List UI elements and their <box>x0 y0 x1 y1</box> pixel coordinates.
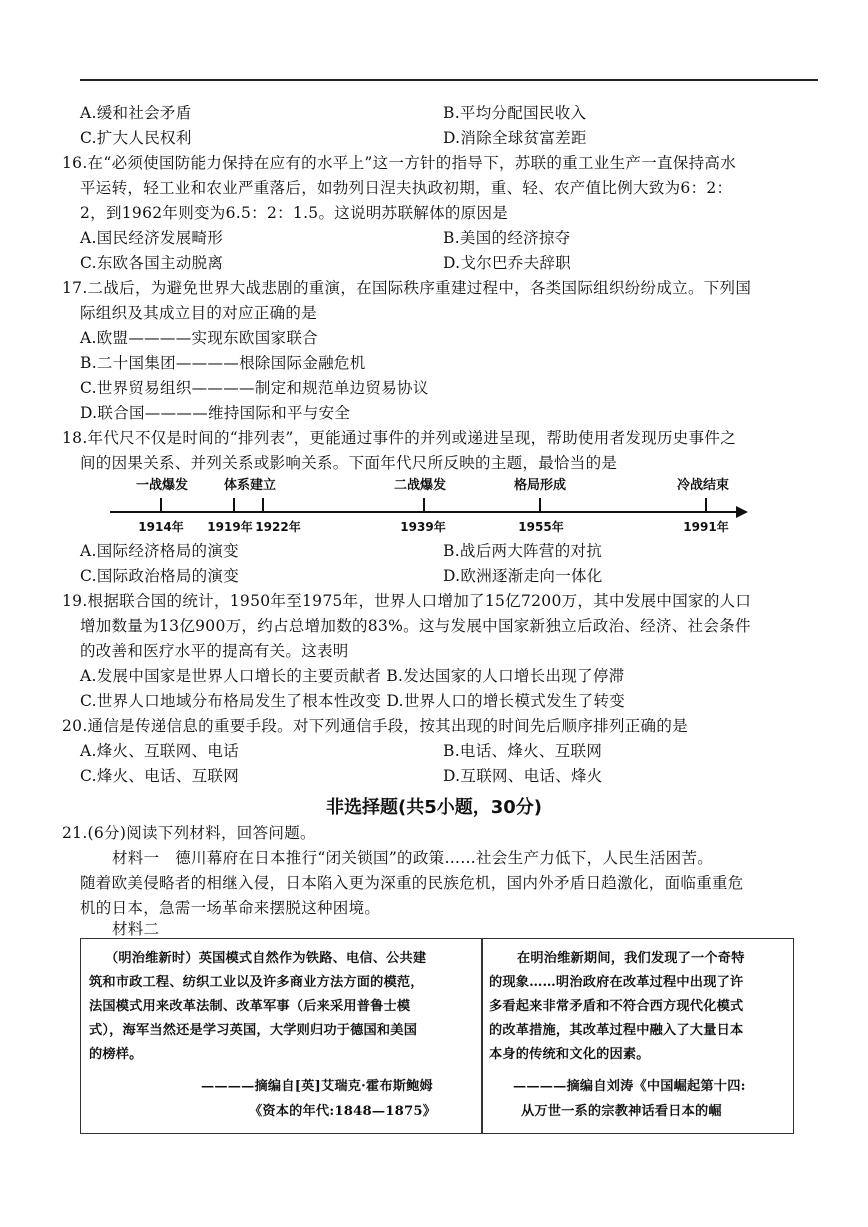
q17-option-a[interactable]: A.欧盟————实现东欧国家联合 <box>80 329 318 347</box>
timeline-tick <box>705 498 707 512</box>
timeline-tick <box>233 498 235 512</box>
q17-option-b[interactable]: B.二十国集团————根除国际金融危机 <box>80 354 366 372</box>
material2-left-line-4: 式），海军当然还是学习英国，大学则归功于德国和美国 <box>89 1023 418 1038</box>
q19-options-ab[interactable]: A.发展中国家是世界人口增长的主要贡献者 B.发达国家的人口增长出现了停滞 <box>80 667 625 685</box>
q18-option-b[interactable]: B.战后两大阵营的对抗 <box>443 542 603 560</box>
top-rule <box>80 79 818 81</box>
material2-right-source-1: ————摘编自刘涛《中国崛起第十四: <box>513 1079 746 1094</box>
q17-stem-line-1: 17.二战后，为避免世界大战悲剧的重演，在国际秩序重建过程中，各类国际组织纷纷成立。下列国 <box>62 279 752 297</box>
material2-right-line-5: 本身的传统和文化的因素。 <box>489 1047 650 1062</box>
material2-table <box>80 938 794 1134</box>
timeline-tick <box>160 498 162 512</box>
q16-option-b[interactable]: B.美国的经济掠夺 <box>443 229 571 247</box>
timeline-year: 1919年 <box>207 520 253 534</box>
material2-left-line-1: （明治维新时）英国模式自然作为铁路、电信、公共建 <box>105 951 427 966</box>
q16-stem-line-3: 2，到1962年则变为6.5：2：1.5。这说明苏联解体的原因是 <box>80 204 509 222</box>
q21-material1-line-2: 随着欧美侵略者的相继入侵，日本陷入更为深重的民族危机，国内外矛盾日趋激化，面临重重危 <box>80 874 744 892</box>
q21-stem: 21.(6分)阅读下列材料，回答问题。 <box>62 824 316 842</box>
material2-right-line-2: 的现象……明治政府在改革过程中出现了许 <box>489 975 744 990</box>
q16-stem-line-1: 16.在“必须使国防能力保持在应有的水平上”这一方针的指导下，苏联的重工业生产一直保持高水 <box>62 154 737 172</box>
timeline-label: 体系建立 <box>223 478 277 493</box>
q20-option-a[interactable]: A.烽火、互联网、电话 <box>80 742 239 760</box>
q21-material1-line-1: 材料一 德川幕府在日本推行“闭关锁国”的政策……社会生产力低下，人民生活困苦。 <box>112 849 714 867</box>
q21-material1-line-3: 机的日本，急需一场革命来摆脱这种困境。 <box>80 899 381 917</box>
q16-option-c[interactable]: C.东欧各国主动脱离 <box>80 254 224 272</box>
q20-option-b[interactable]: B.电话、烽火、互联网 <box>443 742 603 760</box>
material2-left-line-3: 法国模式用来改革法制、改革军事（后来采用普鲁士模 <box>89 999 411 1014</box>
material2-right-line-4: 的改革措施，其改革过程中融入了大量日本 <box>489 1023 744 1038</box>
q16-option-a[interactable]: A.国民经济发展畸形 <box>80 229 224 247</box>
q20-option-d[interactable]: D.互联网、电话、烽火 <box>443 767 603 785</box>
q18-stem-line-1: 18.年代尺不仅是时间的“排列表”，更能通过事件的并列或递进呈现，帮助使用者发现历史事件之 <box>62 429 737 447</box>
q19-stem-line-2: 增加数量为13亿900万，约占总增加数的83%。这与发展中国家新独立后政治、经济、社会条件 <box>80 617 751 635</box>
q18-option-c[interactable]: C.国际政治格局的演变 <box>80 567 240 585</box>
q15-option-b[interactable]: B.平均分配国民收入 <box>443 104 587 122</box>
timeline-figure <box>110 474 750 536</box>
timeline-label: 冷战结束 <box>676 478 730 493</box>
q16-option-d[interactable]: D.戈尔巴乔夫辞职 <box>443 254 572 272</box>
q19-options-cd[interactable]: C.世界人口地域分布格局发生了根本性改变 D.世界人口的增长模式发生了转变 <box>80 692 626 710</box>
q17-stem-line-2: 际组织及其成立目的对应正确的是 <box>80 304 318 322</box>
material2-left-line-5: 的榜样。 <box>89 1047 143 1062</box>
table-divider <box>481 939 483 1133</box>
q17-option-d[interactable]: D.联合国————维持国际和平与安全 <box>80 404 351 422</box>
q20-stem: 20.通信是传递信息的重要手段。对下列通信手段，按其出现的时间先后顺序排列正确的是 <box>62 717 688 735</box>
q16-stem-line-2: 平运转，轻工业和农业严重落后，如勃列日涅夫执政初期，重、轻、农产值比例大致为6：2： <box>80 179 733 197</box>
q20-option-c[interactable]: C.烽火、电话、互联网 <box>80 767 240 785</box>
material2-left-source-2: 《资本的年代:1848—1875》 <box>249 1104 437 1119</box>
q18-stem-line-2: 间的因果关系、并列关系或影响关系。下面年代尺所反映的主题，最恰当的是 <box>80 454 618 472</box>
material2-right-line-1: 在明治维新期间，我们发现了一个奇特 <box>517 951 745 966</box>
timeline-tick <box>423 498 425 512</box>
q15-option-d[interactable]: D.消除全球贫富差距 <box>443 129 587 147</box>
material2-left-source-1: ————摘编自[英]艾瑞克·霍布斯鲍姆 <box>201 1079 433 1094</box>
timeline-tick <box>539 498 541 512</box>
timeline-label: 一战爆发 <box>135 478 189 493</box>
q15-option-a[interactable]: A.缓和社会矛盾 <box>80 104 192 122</box>
material2-right-line-3: 多看起来非常矛盾和不符合西方现代化模式 <box>489 999 744 1014</box>
section-heading: 非选择题(共5小题，30分) <box>325 797 543 818</box>
timeline-label: 格局形成 <box>513 478 567 493</box>
q19-stem-line-3: 的改善和医疗水平的提高有关。这表明 <box>80 642 349 660</box>
q19-stem-line-1: 19.根据联合国的统计，1950年至1975年，世界人口增加了15亿7200万，其中发展中国家的人口 <box>62 592 752 610</box>
timeline-year: 1955年 <box>518 520 564 534</box>
timeline-year: 1991年 <box>683 520 729 534</box>
q18-option-d[interactable]: D.欧洲逐渐走向一体化 <box>443 567 603 585</box>
q18-option-a[interactable]: A.国际经济格局的演变 <box>80 542 239 560</box>
timeline-arrowhead <box>736 506 748 518</box>
q17-option-c[interactable]: C.世界贸易组织————制定和规范单边贸易协议 <box>80 379 429 397</box>
timeline-label: 二战爆发 <box>393 478 447 493</box>
q15-option-c[interactable]: C.扩大人民权利 <box>80 129 192 147</box>
material2-right-source-2: 从万世一系的宗教神话看日本的崛 <box>521 1104 722 1119</box>
timeline-year: 1939年 <box>400 520 446 534</box>
timeline-year: 1922年 <box>255 520 301 534</box>
timeline-year: 1914年 <box>138 520 184 534</box>
q21-material2-label: 材料二 <box>112 920 160 938</box>
timeline-tick <box>262 498 264 512</box>
material2-left-line-2: 筑和市政工程、纺织工业以及许多商业方法方面的模范， <box>89 975 424 990</box>
